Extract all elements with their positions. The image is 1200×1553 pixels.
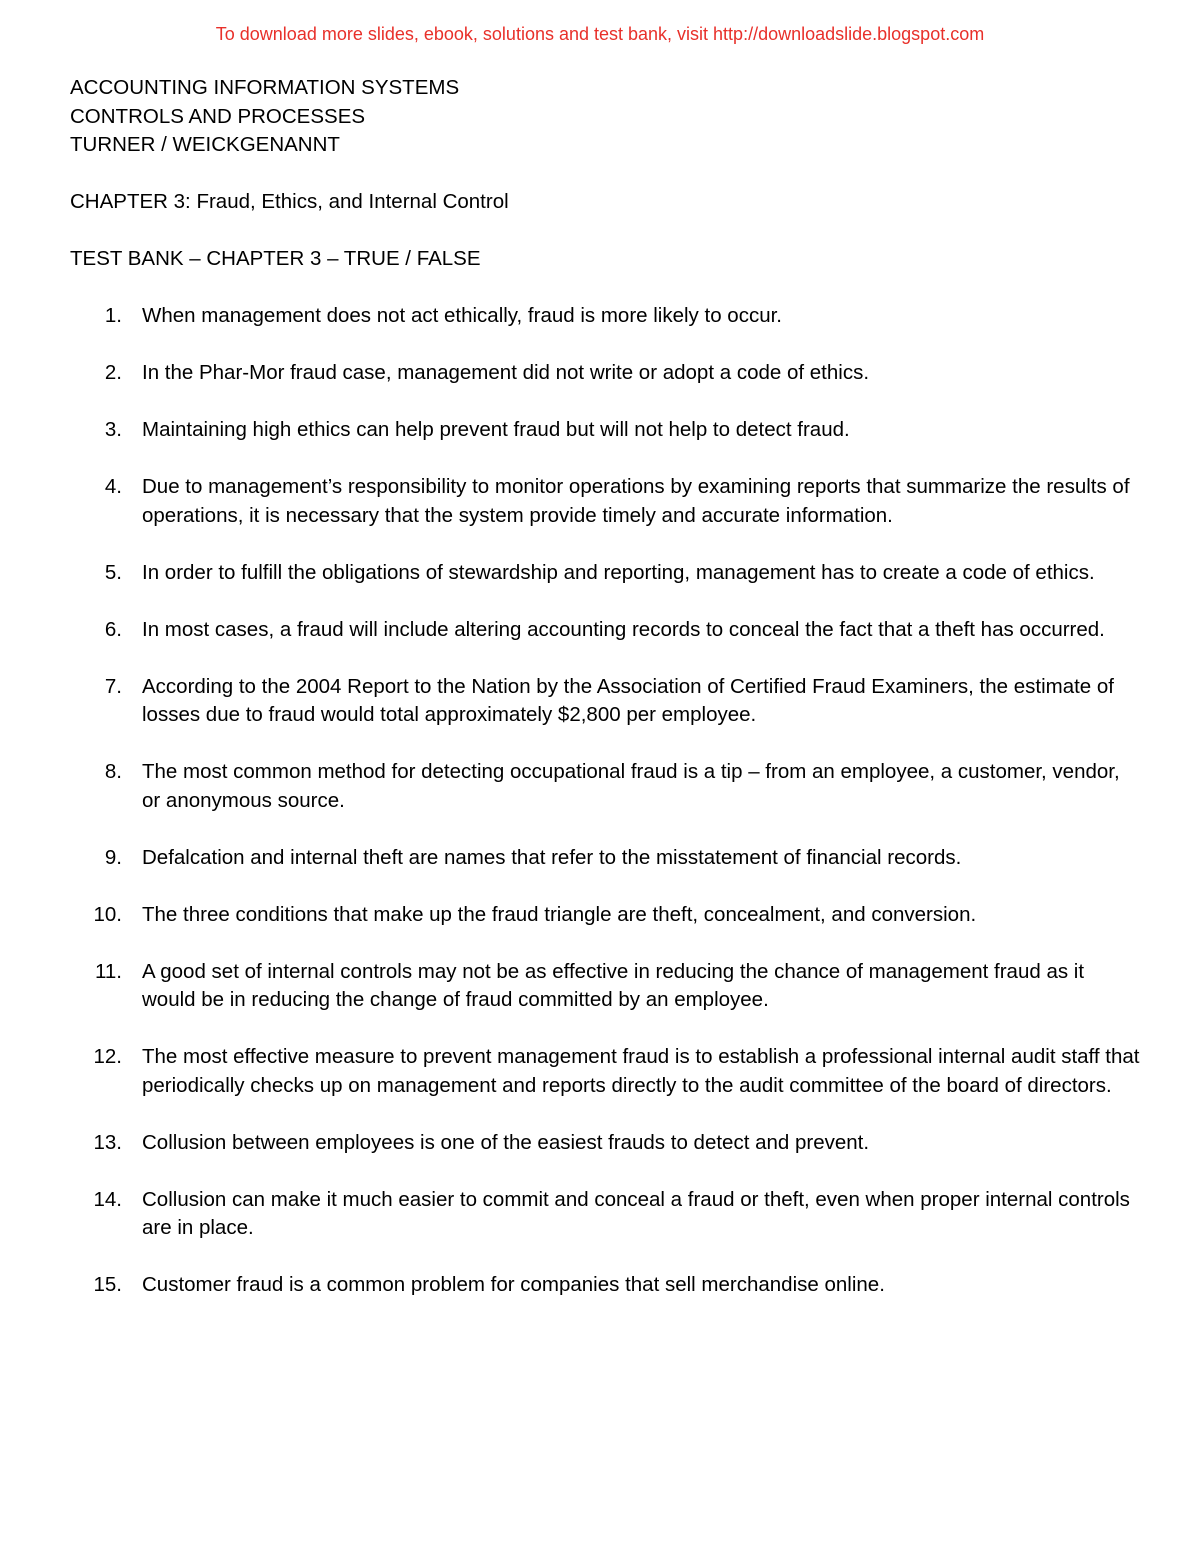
question-item xyxy=(70,616,1140,645)
document-page xyxy=(70,74,1140,1328)
question-number: 4. xyxy=(104,475,122,498)
download-banner[interactable]: To download more slides, ebook, solutions and test bank, visit http://downloadslide.blogspot.com xyxy=(215,24,985,44)
question-item xyxy=(70,559,1140,588)
question-item xyxy=(70,844,1140,873)
question-number: 2. xyxy=(104,361,122,384)
question-text: When management does not act ethically, fraud is more likely to occur. xyxy=(142,304,782,327)
question-text: Defalcation and internal theft are names that refer to the misstatement of financial records. xyxy=(142,845,962,869)
question-item xyxy=(70,416,1140,445)
question-number: 13. xyxy=(93,1130,122,1154)
question-text: The three conditions that make up the fraud triangle are theft, concealment, and conversion. xyxy=(142,902,977,926)
chapter-title: CHAPTER 3: Fraud, Ethics, and Internal Control xyxy=(70,190,509,213)
question-number: 8. xyxy=(104,760,122,783)
test-bank-title: TEST BANK – CHAPTER 3 – TRUE / FALSE xyxy=(70,247,481,270)
question-text: The most common method for detecting occupational fraud is a tip – from an employee, a customer, vendor, or anonymous source. xyxy=(142,760,1120,812)
question-number: 7. xyxy=(104,674,122,698)
question-number: 6. xyxy=(104,617,122,641)
question-item xyxy=(70,1129,1140,1158)
question-text: Maintaining high ethics can help prevent fraud but will not help to detect fraud. xyxy=(142,418,850,441)
question-item xyxy=(70,302,1140,331)
question-text: In the Phar-Mor fraud case, management did not write or adopt a code of ethics. xyxy=(142,361,870,384)
question-item xyxy=(70,673,1140,730)
question-text: Collusion between employees is one of the easiest frauds to detect and prevent. xyxy=(142,1130,870,1154)
book-subtitle: CONTROLS AND PROCESSES xyxy=(70,104,366,128)
question-number: 1. xyxy=(104,304,122,327)
question-item xyxy=(70,1043,1140,1100)
question-list xyxy=(70,302,1140,1300)
book-authors: TURNER / WEICKGENANNT xyxy=(70,133,340,156)
question-item xyxy=(70,473,1140,530)
question-item xyxy=(70,359,1140,388)
question-text: Collusion can make it much easier to commit and conceal a fraud or theft, even when proper internal controls are in place. xyxy=(142,1187,1130,1239)
question-item xyxy=(70,901,1140,930)
book-title: ACCOUNTING INFORMATION SYSTEMS xyxy=(70,76,460,99)
question-number: 12. xyxy=(93,1045,122,1068)
question-item xyxy=(70,758,1140,815)
question-item xyxy=(70,1271,1140,1300)
question-number: 10. xyxy=(93,902,122,926)
question-text: In order to fulfill the obligations of stewardship and reporting, management has to create a code of ethics. xyxy=(142,560,1095,584)
question-text: The most effective measure to prevent management fraud is to establish a professional internal audit staff that periodically checks up on management and reports directly to the audit committee of the board of directors. xyxy=(142,1045,1140,1097)
question-text: In most cases, a fraud will include altering accounting records to conceal the fact that a theft has occurred. xyxy=(142,617,1105,641)
question-text: Due to management’s responsibility to monitor operations by examining reports that summarize the results of operations, it is necessary that the system provide timely and accurate information. xyxy=(142,475,1130,527)
question-text: A good set of internal controls may not be as effective in reducing the chance of management fraud as it would be in reducing the change of fraud committed by an employee. xyxy=(142,959,1085,1011)
question-item xyxy=(70,1186,1140,1243)
question-item xyxy=(70,958,1140,1015)
question-number: 5. xyxy=(104,560,122,584)
question-number: 3. xyxy=(104,418,122,441)
question-text: Customer fraud is a common problem for companies that sell merchandise online. xyxy=(142,1273,885,1296)
question-text: According to the 2004 Report to the Nation by the Association of Certified Fraud Examiners, the estimate of losses due to fraud would total approximately $2,800 per employee. xyxy=(142,674,1114,726)
question-number: 9. xyxy=(104,845,122,869)
question-number: 14. xyxy=(93,1187,122,1211)
question-number: 15. xyxy=(93,1273,122,1296)
question-number: 11. xyxy=(95,959,122,983)
